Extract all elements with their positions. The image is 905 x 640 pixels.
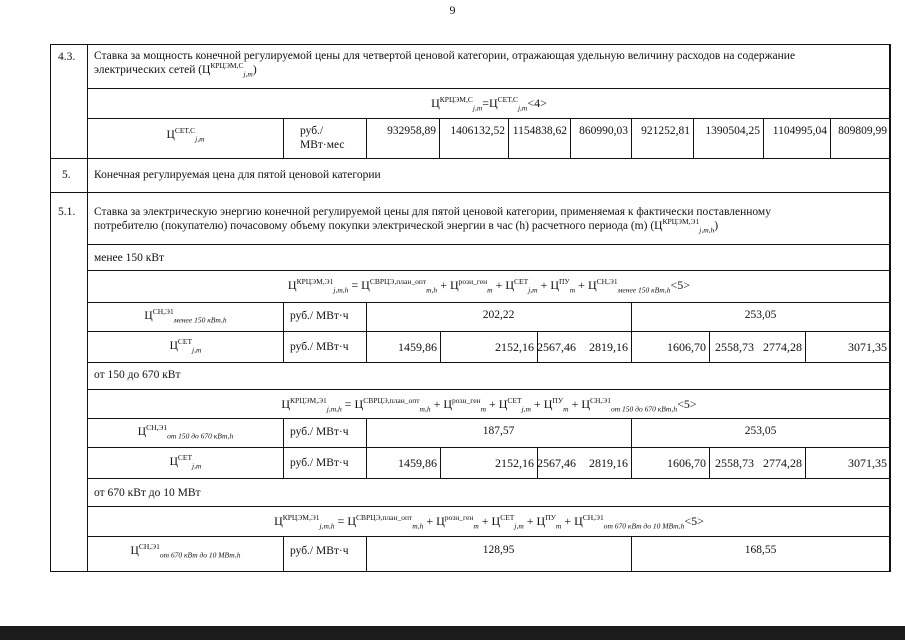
rule: [50, 158, 890, 159]
param-symbol: $Ц^{СН,Э1}_{от 150 до 670 кВт,h}$: [137, 423, 234, 441]
value-cell: 202,22: [482, 309, 515, 321]
value-cell: 2774,28: [763, 340, 802, 354]
value-cell: 2558,73: [715, 456, 754, 470]
formula: $Ц^{КРЦЭМ,С}_{j,m}=Ц^{СЕТ,С}_{j,m}<4>$: [431, 95, 547, 113]
value-cell: 1104995,04: [772, 125, 827, 137]
rule: [88, 536, 890, 537]
value-cell: 2567,46: [537, 456, 576, 470]
value-cell: 2152,16: [495, 456, 534, 470]
value-cell: 187,57: [482, 425, 515, 437]
rule: [88, 447, 890, 448]
value-cell: 809809,99: [838, 125, 887, 137]
row-number: 5.: [62, 169, 71, 181]
row-number: 4.3.: [58, 51, 76, 63]
value-cell: 2819,16: [589, 456, 628, 470]
value-cell: 1154838,62: [512, 125, 567, 137]
scan-edge: [0, 626, 905, 640]
rule: [366, 118, 367, 158]
value-cell: 860990,03: [579, 125, 628, 137]
rule: [631, 118, 632, 158]
rule: [763, 118, 764, 158]
rule: [88, 506, 890, 507]
rule: [88, 362, 890, 363]
rule: [570, 118, 571, 158]
param-symbol: $Ц^{СН,Э1}_{от 670 кВт до 10 МВт,h}$: [130, 542, 241, 560]
unit-label: руб./ МВт·ч: [290, 426, 349, 438]
rule: [283, 536, 284, 572]
value-cell: 253,05: [744, 425, 777, 437]
value-cell: 1606,70: [667, 340, 706, 354]
value-cell: 932958,89: [387, 125, 436, 137]
rule: [88, 118, 890, 119]
formula: $Ц^{КРЦЭМ,Э1}_{j,m,h} = Ц^{СВРЦЭ,план\_опт}_{m,h} + Ц^{розн\_ген}_m + Ц^{СЕТ}_{j,m} + Ц^{ПУ}_m + Ц^{СН,Э1}_{от 670 кВт до 10 МВт,h}<5>$: [274, 513, 704, 531]
formula: $Ц^{КРЦЭМ,Э1}_{j,m,h} = Ц^{СВРЦЭ,план\_опт}_{m,h} + Ц^{розн\_ген}_m + Ц^{СЕТ}_{j,m} + Ц^{ПУ}_m + Ц^{СН,Э1}_{менее 150 кВт,h}<5>$: [287, 277, 691, 295]
group-label: от 670 кВт до 10 МВт: [94, 487, 201, 499]
value-cell: 2558,73: [715, 340, 754, 354]
value-cell: 1406132,52: [450, 125, 505, 137]
unit-label: руб./ МВт·ч: [290, 341, 349, 353]
group-label: менее 150 кВт: [94, 252, 165, 264]
rule: [283, 418, 284, 478]
rule: [88, 302, 890, 303]
group-label: от 150 до 670 кВт: [94, 369, 181, 381]
rule: [88, 389, 890, 390]
rule: [88, 418, 890, 419]
param-symbol: $Ц^{СЕТ}_{j,m}$: [169, 453, 202, 471]
value-cell: 1459,86: [398, 456, 437, 470]
row-number: 5.1.: [58, 206, 76, 218]
row-text: Конечная регулируемая цена для пятой ценовой категории: [94, 169, 381, 181]
param-symbol: $Ц^{СЕТ}_{j,m}$: [169, 337, 202, 355]
value-cell: 253,05: [744, 309, 777, 321]
unit-label: руб./ МВт·ч: [290, 310, 349, 322]
value-cell: 2567,46: [537, 340, 576, 354]
value-cell: 128,95: [482, 544, 515, 556]
value-cell: 2152,16: [495, 340, 534, 354]
unit-label: руб./ МВт·мес: [300, 125, 345, 152]
rule: [50, 192, 890, 193]
rule: [88, 478, 890, 479]
table-right-edge: [889, 44, 891, 572]
value-cell: 2819,16: [589, 340, 628, 354]
param-symbol: $Ц^{СЕТ,С}_{j,m}$: [166, 126, 205, 144]
param-symbol: $Ц^{СН,Э1}_{менее 150 кВт,h}$: [144, 307, 227, 325]
page-number: 9: [449, 3, 456, 17]
rule: [88, 331, 890, 332]
value-cell: 2774,28: [763, 456, 802, 470]
unit-label: руб./ МВт·ч: [290, 545, 349, 557]
formula: $Ц^{КРЦЭМ,Э1}_{j,m,h} = Ц^{СВРЦЭ,план\_опт}_{m,h} + Ц^{розн\_ген}_m + Ц^{СЕТ}_{j,m} + Ц^{ПУ}_m + Ц^{СН,Э1}_{от 150 до 670 кВт,h}<5>$: [281, 396, 697, 414]
unit-label: руб./ МВт·ч: [290, 457, 349, 469]
rule: [283, 302, 284, 362]
value-cell: 921252,81: [641, 125, 690, 137]
rule: [88, 270, 890, 271]
rule: [283, 118, 284, 158]
rule: [508, 118, 509, 158]
row-text: Ставка за электрическую энергию конечной регулируемой цены для пятой ценовой категории, применяемая к фактически поставленному потребителю (покупателю) почасовому объему покупки электрической энергии в час (h) расчетного периода (m) $(Ц^{КРЦЭМ,Э1}_{j,m,h})$: [94, 206, 771, 235]
number-column: [50, 44, 88, 572]
value-cell: 1390504,25: [705, 125, 760, 137]
rule: [439, 118, 440, 158]
value-cell: 3071,35: [848, 340, 887, 354]
rule: [830, 118, 831, 158]
value-cell: 3071,35: [848, 456, 887, 470]
row-text: Ставка за мощность конечной регулируемой цены для четвертой ценовой категории, отражающая удельную величину расходов на содержание электрических сетей $(Ц^{КРЦЭМ,С}_{j,m})$: [94, 50, 796, 79]
value-cell: 1606,70: [667, 456, 706, 470]
rule: [88, 244, 890, 245]
rule: [88, 88, 890, 89]
value-cell: 168,55: [744, 544, 777, 556]
rule: [693, 118, 694, 158]
value-cell: 1459,86: [398, 340, 437, 354]
